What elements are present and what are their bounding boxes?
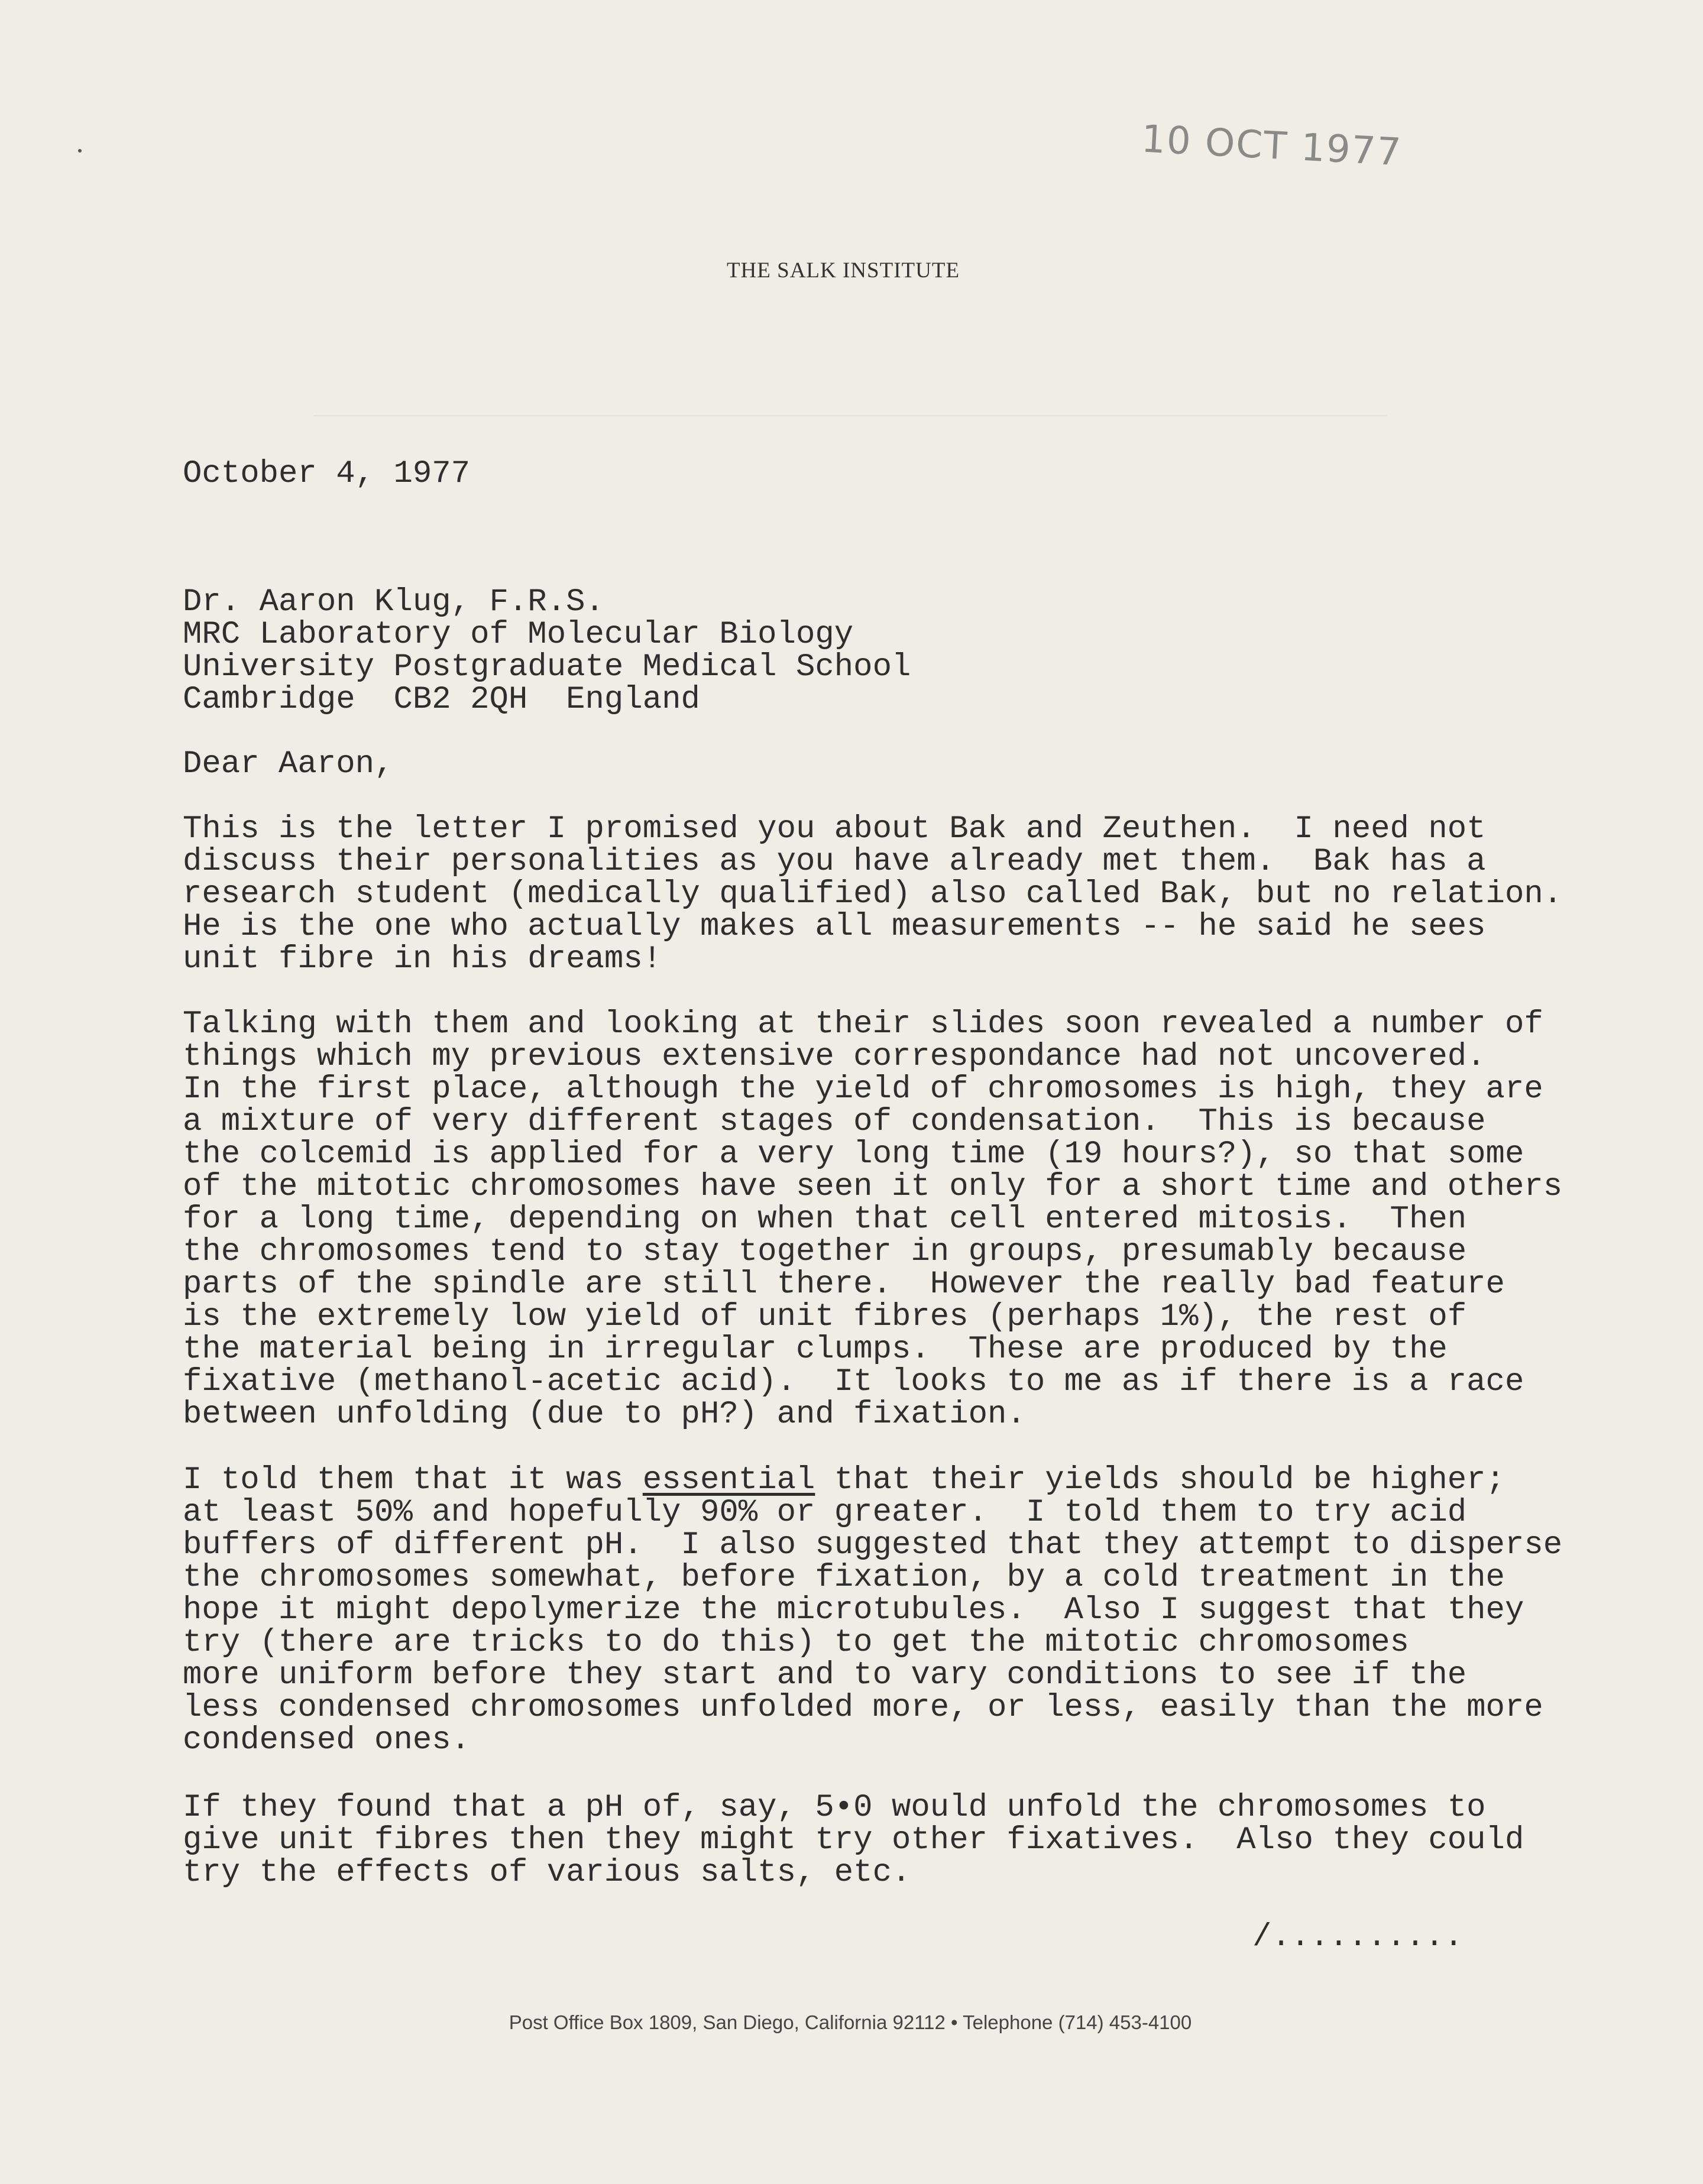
letterhead: THE SALK INSTITUTE — [726, 258, 960, 283]
letterhead-divider — [313, 415, 1387, 416]
paragraph-line: things which my previous extensive correspondance had not uncovered. — [183, 1039, 1486, 1075]
paragraph-4 — [183, 1791, 1524, 1889]
text: I told them that it was — [183, 1462, 643, 1498]
paragraph-line: If they found that a pH of, say, 5•0 would unfold the chromosomes to — [183, 1790, 1486, 1826]
paragraph-line: fixative (methanol-acetic acid). It looks to me as if there is a race — [183, 1364, 1524, 1400]
received-date-stamp: 10 OCT 1977 — [1140, 117, 1403, 175]
paragraph-line: give unit fibres then they might try other fixatives. Also they could — [183, 1822, 1524, 1858]
paragraph-line: less condensed chromosomes unfolded more, or less, easily than the more — [183, 1690, 1543, 1726]
address-line: Cambridge CB2 2QH England — [183, 682, 700, 718]
paragraph-1 — [183, 813, 1562, 976]
paragraph-line: hope it might depolymerize the microtubules. Also I suggest that they — [183, 1592, 1524, 1628]
address-line: Dr. Aaron Klug, F.R.S. — [183, 584, 604, 620]
paragraph-line: try the effects of various salts, etc. — [183, 1855, 911, 1891]
paragraph-line: research student (medically qualified) also called Bak, but no relation. — [183, 876, 1563, 912]
paragraph-line: buffers of different pH. I also suggested that they attempt to disperse — [183, 1527, 1563, 1563]
ink-mark — [78, 149, 82, 153]
paragraph-line — [183, 1464, 1562, 1496]
paragraph-line: the chromosomes tend to stay together in groups, presumably because — [183, 1234, 1467, 1270]
address-line: University Postgraduate Medical School — [183, 649, 911, 685]
salutation: Dear Aaron, — [183, 746, 394, 782]
paragraph-line: is the extremely low yield of unit fibres (perhaps 1%), the rest of — [183, 1299, 1467, 1335]
paragraph-line: He is the one who actually makes all measurements -- he said he sees — [183, 909, 1486, 945]
paragraph-line: the material being in irregular clumps. These are produced by the — [183, 1331, 1448, 1368]
paragraph-line: between unfolding (due to pH?) and fixation. — [183, 1396, 1026, 1433]
emphasized-word: essential — [642, 1462, 815, 1498]
paragraph-line: This is the letter I promised you about Bak and Zeuthen. I need not — [183, 811, 1486, 847]
paragraph-line: a mixture of very different stages of condensation. This is because — [183, 1104, 1486, 1140]
paragraph-line: try (there are tricks to do this) to get the mitotic chromosomes — [183, 1625, 1409, 1661]
paragraph-line: In the first place, although the yield of chromosomes is high, they are — [183, 1071, 1543, 1107]
letter-date: October 4, 1977 — [183, 456, 471, 492]
paragraph-line: parts of the spindle are still there. However the really bad feature — [183, 1266, 1505, 1302]
text: that their yields should be higher; — [815, 1462, 1505, 1498]
paragraph-line: discuss their personalities as you have already met them. Bak has a — [183, 844, 1486, 880]
paragraph-line: the colcemid is applied for a very long time (19 hours?), so that some — [183, 1136, 1524, 1172]
address-line: MRC Laboratory of Molecular Biology — [183, 617, 854, 653]
paragraph-line: Talking with them and looking at their slides soon revealed a number of — [183, 1006, 1543, 1042]
paragraph-line: condensed ones. — [183, 1722, 471, 1758]
paragraph-line: unit fibre in his dreams! — [183, 941, 662, 977]
letterhead-footer: Post Office Box 1809, San Diego, California 92112 • Telephone (714) 453-4100 — [509, 2011, 1192, 2033]
continuation-mark: /.......... — [1252, 1919, 1464, 1955]
paragraph-line: of the mitotic chromosomes have seen it only for a short time and others — [183, 1169, 1563, 1205]
recipient-address — [183, 586, 911, 716]
paragraph-line: more uniform before they start and to vary conditions to see if the — [183, 1657, 1467, 1693]
paragraph-2 — [183, 1008, 1562, 1431]
paragraph-line: the chromosomes somewhat, before fixation, by a cold treatment in the — [183, 1560, 1505, 1596]
paragraph-3 — [183, 1464, 1562, 1757]
paragraph-line: at least 50% and hopefully 90% or greater. I told them to try acid — [183, 1495, 1467, 1531]
paragraph-line: for a long time, depending on when that cell entered mitosis. Then — [183, 1201, 1467, 1237]
